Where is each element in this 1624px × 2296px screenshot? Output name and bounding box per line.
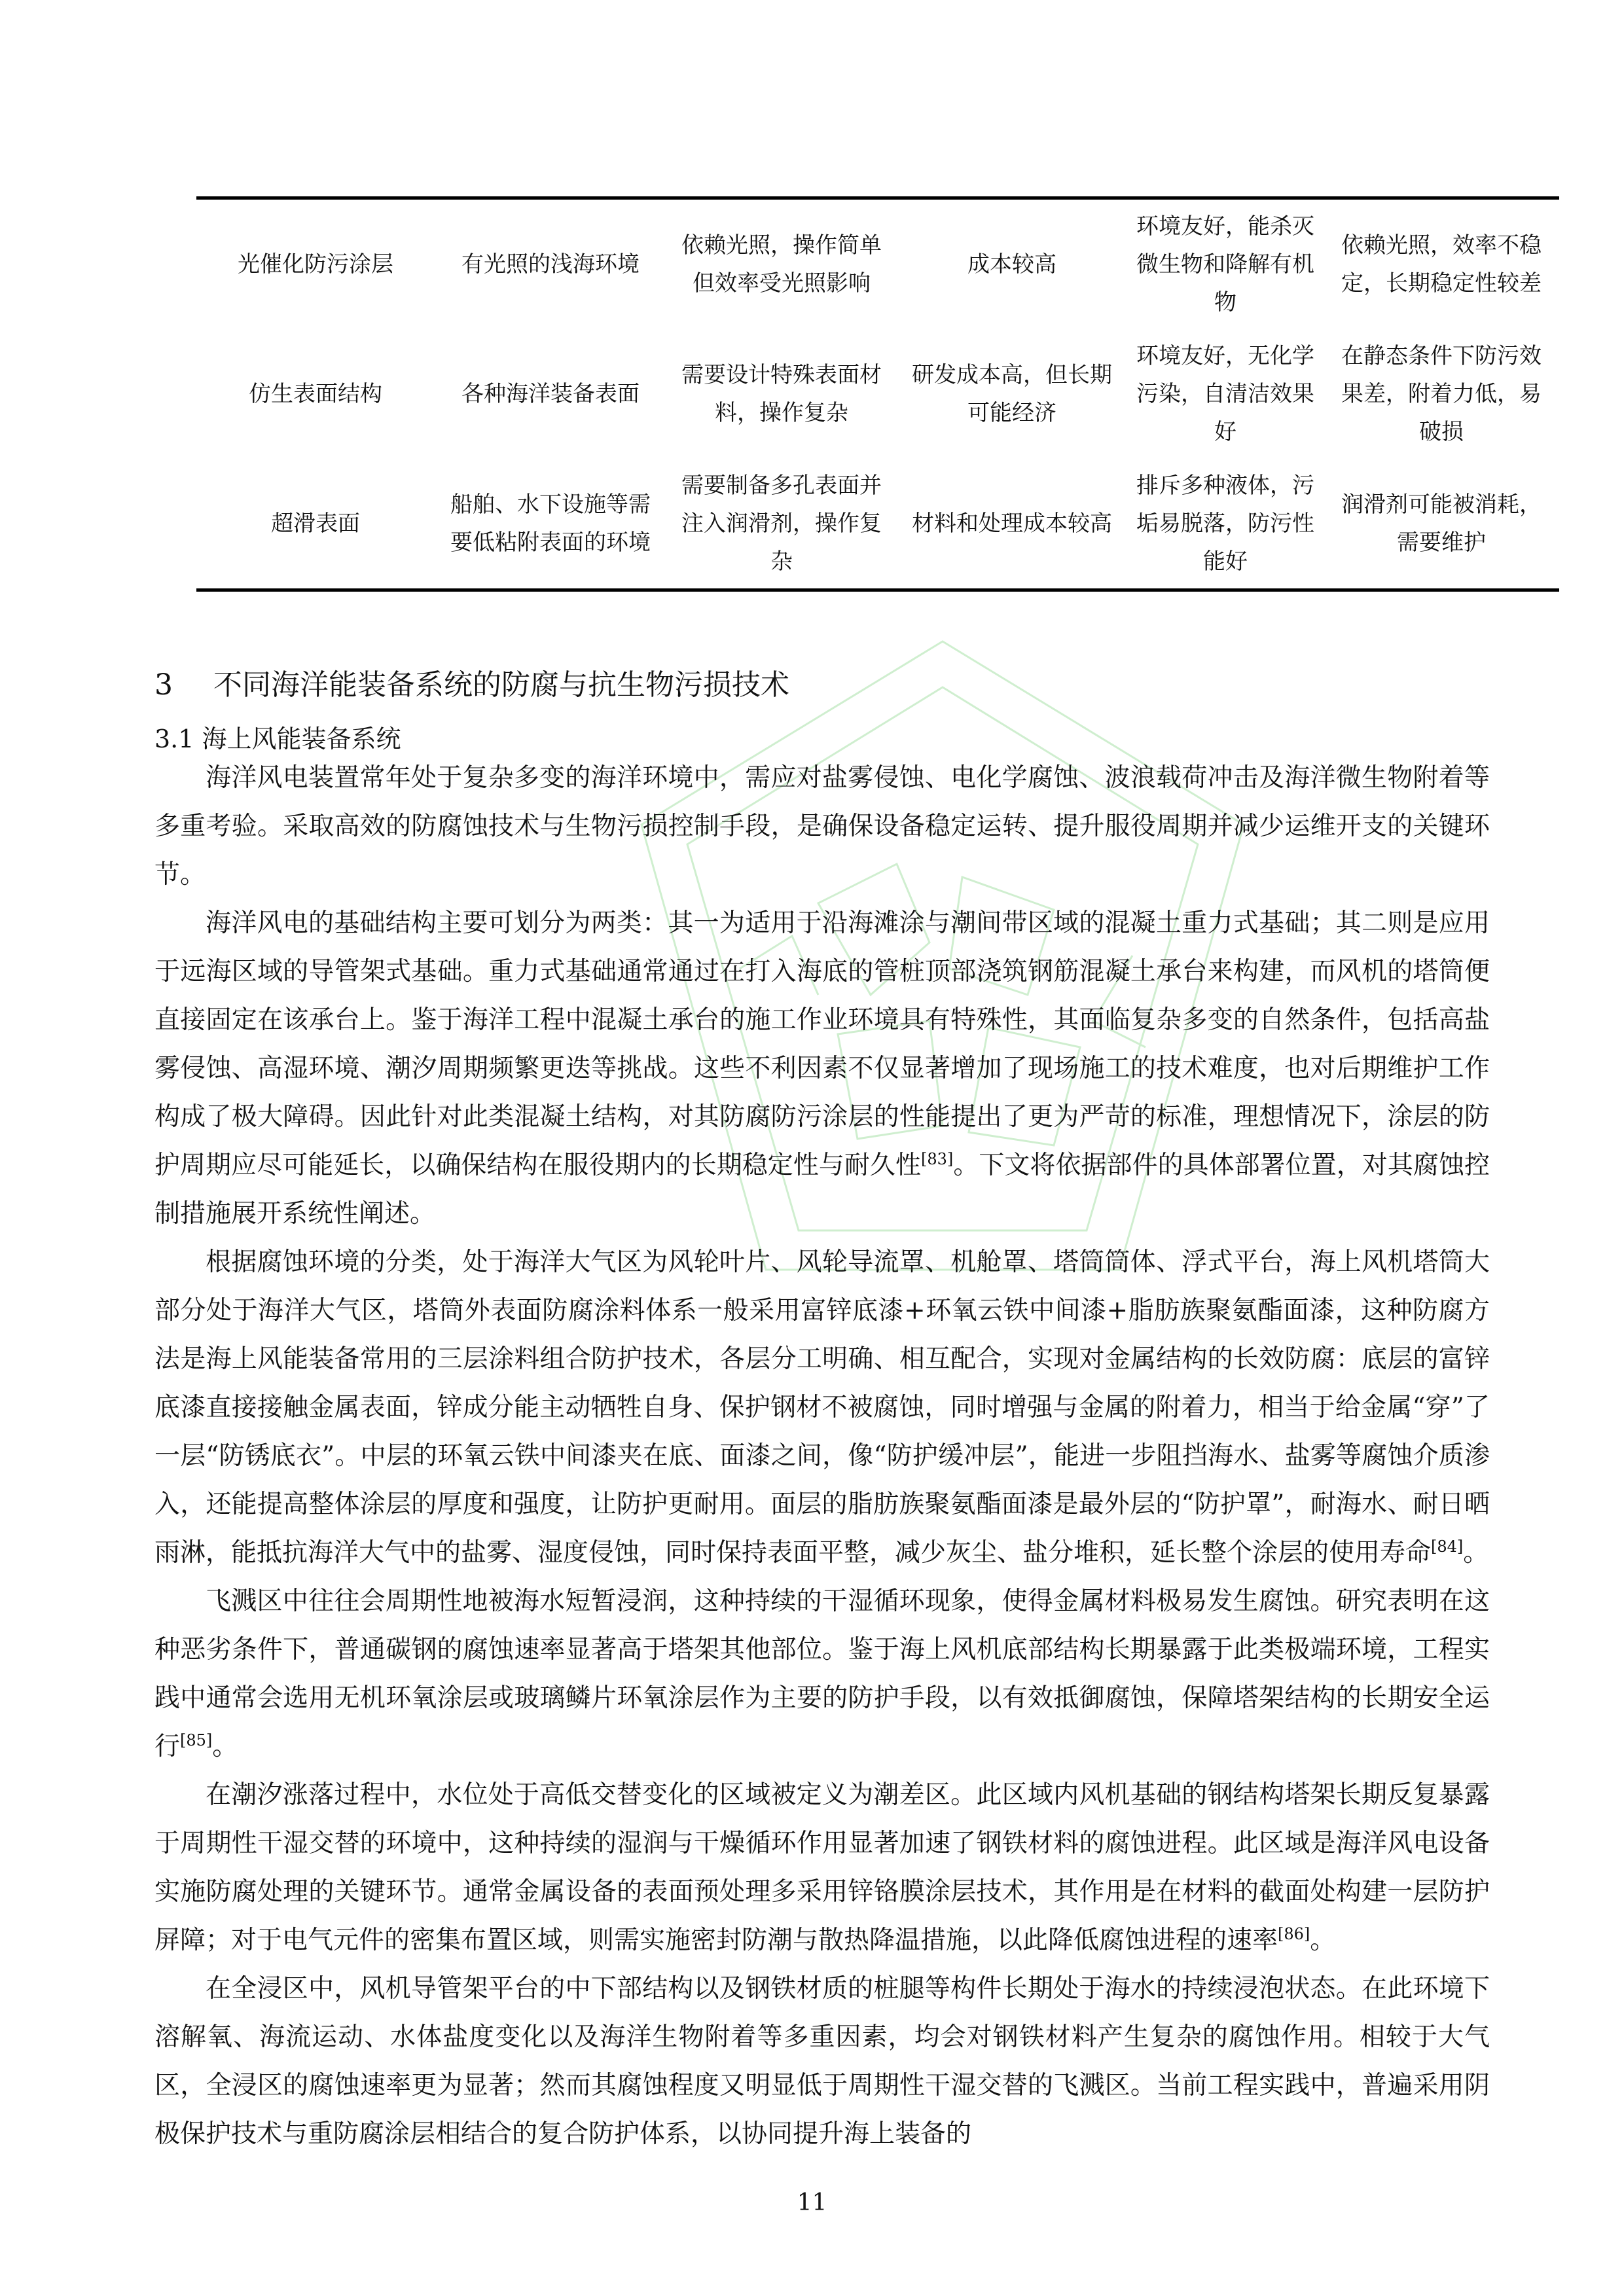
paragraph-text: 。	[1310, 1926, 1336, 1955]
table-cell-advantage: 环境友好，无化学污染，自清洁效果好	[1136, 343, 1314, 445]
table-cell-advantage: 环境友好，能杀灭微生物和降解有机物	[1136, 213, 1314, 315]
section-number: 3	[154, 668, 173, 702]
paragraph-text: 海洋风电装置常年处于复杂多变的海洋环境中，需应对盐雾侵蚀、电化学腐蚀、波浪载荷冲击及海洋微生物附着等多重考验。采取高效的防腐蚀技术与生物污损控制手段，是确保设备稳定运转、提升服役周期并减少运维开支的关键环节。	[154, 763, 1490, 889]
table-cell-method: 光催化防污涂层	[238, 251, 393, 278]
paragraph-text: 在全浸区中，风机导管架平台的中下部结构以及钢铁材质的桩腿等构件长期处于海水的持续浸泡状态。在此环境下溶解氧、海流运动、水体盐度变化以及海洋生物附着等多重因素，均会对钢铁材料产生复杂的腐蚀作用。相较于大气区，全浸区的腐蚀速率更为显著；然而其腐蚀程度又明显低于周期性干湿交替的飞溅区。当前工程实践中，普遍采用阴极保护技术与重防腐涂层相结合的复合防护体系，以协同提升海上装备的	[154, 1974, 1490, 2149]
paragraph-text: 。	[212, 1732, 238, 1761]
paragraph-text: 根据腐蚀环境的分类，处于海洋大气区为风轮叶片、风轮导流罩、机舱罩、塔筒筒体、浮式平台，海上风机塔筒大部分处于海洋大气区，塔筒外表面防腐涂料体系一般采用富锌底漆+环氧云铁中间漆+脂肪族聚氨酯面漆，这种防腐方法是海上风能装备常用的三层涂料组合防护技术，各层分工明确、相互配合，实现对金属结构的长效防腐：底层的富锌底漆直接接触金属表面，锌成分能主动牺牲自身、保护钢材不被腐蚀，同时增强与金属的附着力，相当于给金属“穿”了一层“防锈底衣”。中层的环氧云铁中间漆夹在底、面漆之间，像“防护缓冲层”，能进一步阻挡海水、盐雾等腐蚀介质渗入，还能提高整体涂层的厚度和强度，让防护更耐用。面层的脂肪族聚氨酯面漆是最外层的“防护罩”，耐海水、耐日晒雨淋，能抵抗海洋大气中的盐雾、湿度侵蚀，同时保持表面平整，减少灰尘、盐分堆积，延长整个涂层的使用寿命	[154, 1247, 1490, 1568]
table-cell-limitation: 润滑剂可能被消耗，需要维护	[1341, 492, 1542, 556]
paragraph	[154, 754, 1490, 899]
table-cell-limitation: 在静态条件下防污效果差，附着力低，易破损	[1341, 343, 1542, 445]
comparison-table-continued	[196, 196, 1559, 592]
table-cell-cost: 研发成本高，但长期可能经济	[912, 362, 1112, 426]
table-cell-environment: 船舶、水下设施等需要低粘附表面的环境	[450, 492, 651, 556]
paragraph-text: 在潮汐涨落过程中，水位处于高低交替变化的区域被定义为潮差区。此区域内风机基础的钢结构塔架长期反复暴露于周期性干湿交替的环境中，这种持续的湿润与干燥循环作用显著加速了钢铁材料的腐蚀进程。此区域是海洋风电设备实施防腐处理的关键环节。通常金属设备的表面预处理多采用锌铬膜涂层技术，其作用是在材料的截面处构建一层防护屏障；对于电气元件的密集布置区域，则需实施密封防潮与散热降温措施，以此降低腐蚀进程的速率	[154, 1780, 1490, 1955]
paragraph	[154, 899, 1490, 1238]
citation-ref[interactable]: [85]	[180, 1731, 213, 1749]
table-cell-operation: 需要制备多孔表面并注入润滑剂，操作复杂	[681, 473, 882, 575]
paragraph	[154, 1577, 1490, 1771]
subsection-heading: 3.1 海上风能装备系统	[154, 725, 401, 753]
paragraph	[154, 1238, 1490, 1577]
table-cell-environment: 各种海洋装备表面	[461, 381, 640, 407]
table-cell-cost: 材料和处理成本较高	[912, 511, 1112, 537]
citation-ref[interactable]: [86]	[1278, 1925, 1310, 1943]
paragraph-text: 海洋风电的基础结构主要可划分为两类：其一为适用于沿海滩涂与潮间带区域的混凝土重力式基础；其二则是应用于远海区域的导管架式基础。重力式基础通常通过在打入海底的管桩顶部浇筑钢筋混凝土承台来构建，而风机的塔筒便直接固定在该承台上。鉴于海洋工程中混凝土承台的施工作业环境具有特殊性，其面临复杂多变的自然条件，包括高盐雾侵蚀、高湿环境、潮汐周期频繁更迭等挑战。这些不利因素不仅显著增加了现场施工的技术难度，也对后期维护工作构成了极大障碍。因此针对此类混凝土结构，对其防腐防污涂层的性能提出了更为严苛的标准，理想情况下，涂层的防护周期应尽可能延长，以确保结构在服役期内的长期稳定性与耐久性	[154, 908, 1490, 1180]
table-row	[196, 329, 1559, 459]
table-cell-limitation: 依赖光照，效率不稳定，长期稳定性较差	[1341, 232, 1542, 296]
table-cell-advantage: 排斥多种液体，污垢易脱落，防污性能好	[1136, 473, 1314, 575]
section-heading	[154, 661, 789, 703]
table-cell-cost: 成本较高	[967, 251, 1056, 278]
section-title: 不同海洋能装备系统的防腐与抗生物污损技术	[213, 668, 789, 702]
citation-ref[interactable]: [83]	[921, 1150, 954, 1168]
table-cell-method: 超滑表面	[271, 511, 360, 537]
table-cell-environment: 有光照的浅海环境	[461, 251, 640, 278]
paragraph	[154, 1965, 1490, 2159]
citation-ref[interactable]: [84]	[1431, 1537, 1464, 1556]
paragraph-text: 。	[1463, 1538, 1489, 1568]
table-row	[196, 459, 1559, 590]
table-cell-operation: 需要设计特殊表面材料，操作复杂	[681, 362, 882, 426]
table-row	[196, 198, 1559, 330]
paragraph	[154, 1771, 1490, 1965]
table-cell-operation: 依赖光照，操作简单但效率受光照影响	[681, 232, 882, 296]
table-cell-method: 仿生表面结构	[249, 381, 382, 407]
paragraph-text: 飞溅区中往往会周期性地被海水短暂浸润，这种持续的干湿循环现象，使得金属材料极易发生腐蚀。研究表明在这种恶劣条件下，普通碳钢的腐蚀速率显著高于塔架其他部位。鉴于海上风机底部结构长期暴露于此类极端环境，工程实践中通常会选用无机环氧涂层或玻璃鳞片环氧涂层作为主要的防护手段，以有效抵御腐蚀，保障塔架结构的长期安全运行	[154, 1587, 1490, 1761]
paragraph-text: 。下文将依据部件的具体部署位置，对其腐蚀控制措施展开系统性阐述。	[154, 1151, 1490, 1229]
body-text	[154, 754, 1490, 2159]
page-number: 11	[797, 2189, 827, 2216]
